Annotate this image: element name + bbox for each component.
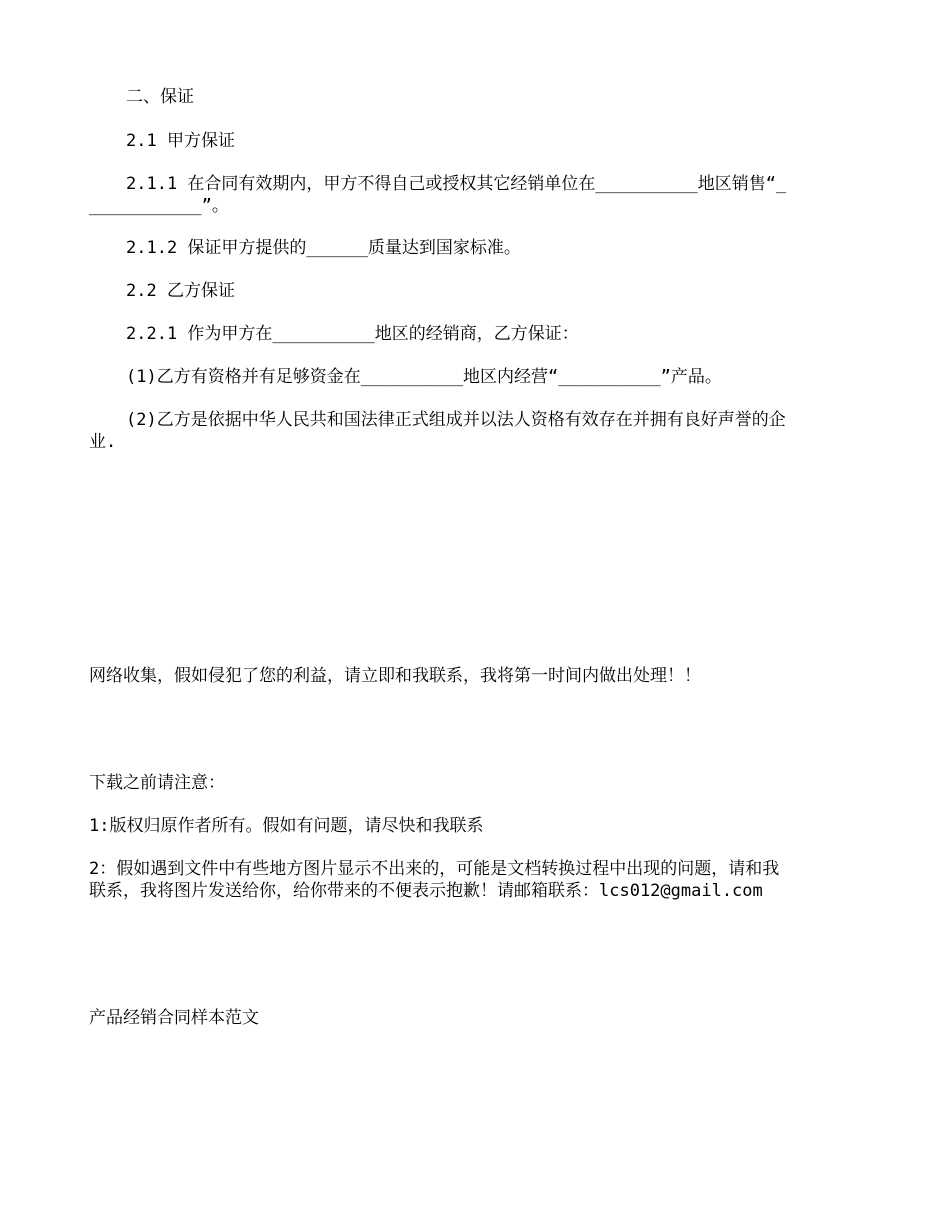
document-title: 产品经销合同样本范文	[89, 1008, 259, 1028]
clause-2-1-2: 2.1.2 保证甲方提供的______质量达到国家标准。	[126, 238, 521, 258]
clause-2-2-heading: 2.2 乙方保证	[126, 281, 235, 301]
download-notice-heading: 下载之前请注意：	[89, 773, 225, 793]
clause-item-2: (2)乙方是依据中华人民共和国法律正式组成并以法人资格有效存在并拥有良好声誉的企业.	[89, 410, 786, 452]
copyright-notice: 网络收集，假如侵犯了您的利益，请立即和我联系，我将第一时间内做出处理！！	[89, 666, 701, 686]
download-notice-item-1: 1:版权归原作者所有。假如有问题，请尽快和我联系	[89, 816, 484, 836]
clause-2-1-heading: 2.1 甲方保证	[126, 131, 235, 151]
download-notice-item-2: 2：假如遇到文件中有些地方图片显示不出来的，可能是文档转换过程中出现的问题，请和我联系，我将图片发送给你，给你带来的不便表示抱歉！请邮箱联系：lcs012@gmail.com	[89, 859, 780, 901]
clause-item-1: (1)乙方有资格并有足够资金在__________地区内经营“__________”产品。	[126, 367, 722, 387]
clause-2-2-1: 2.2.1 作为甲方在__________地区的经销商，乙方保证：	[126, 324, 579, 344]
section-heading: 二、保证	[126, 87, 194, 107]
clause-2-1-1: 2.1.1 在合同有效期内，甲方不得自己或授权其它经销单位在__________地区销售“____________”。	[89, 174, 787, 216]
